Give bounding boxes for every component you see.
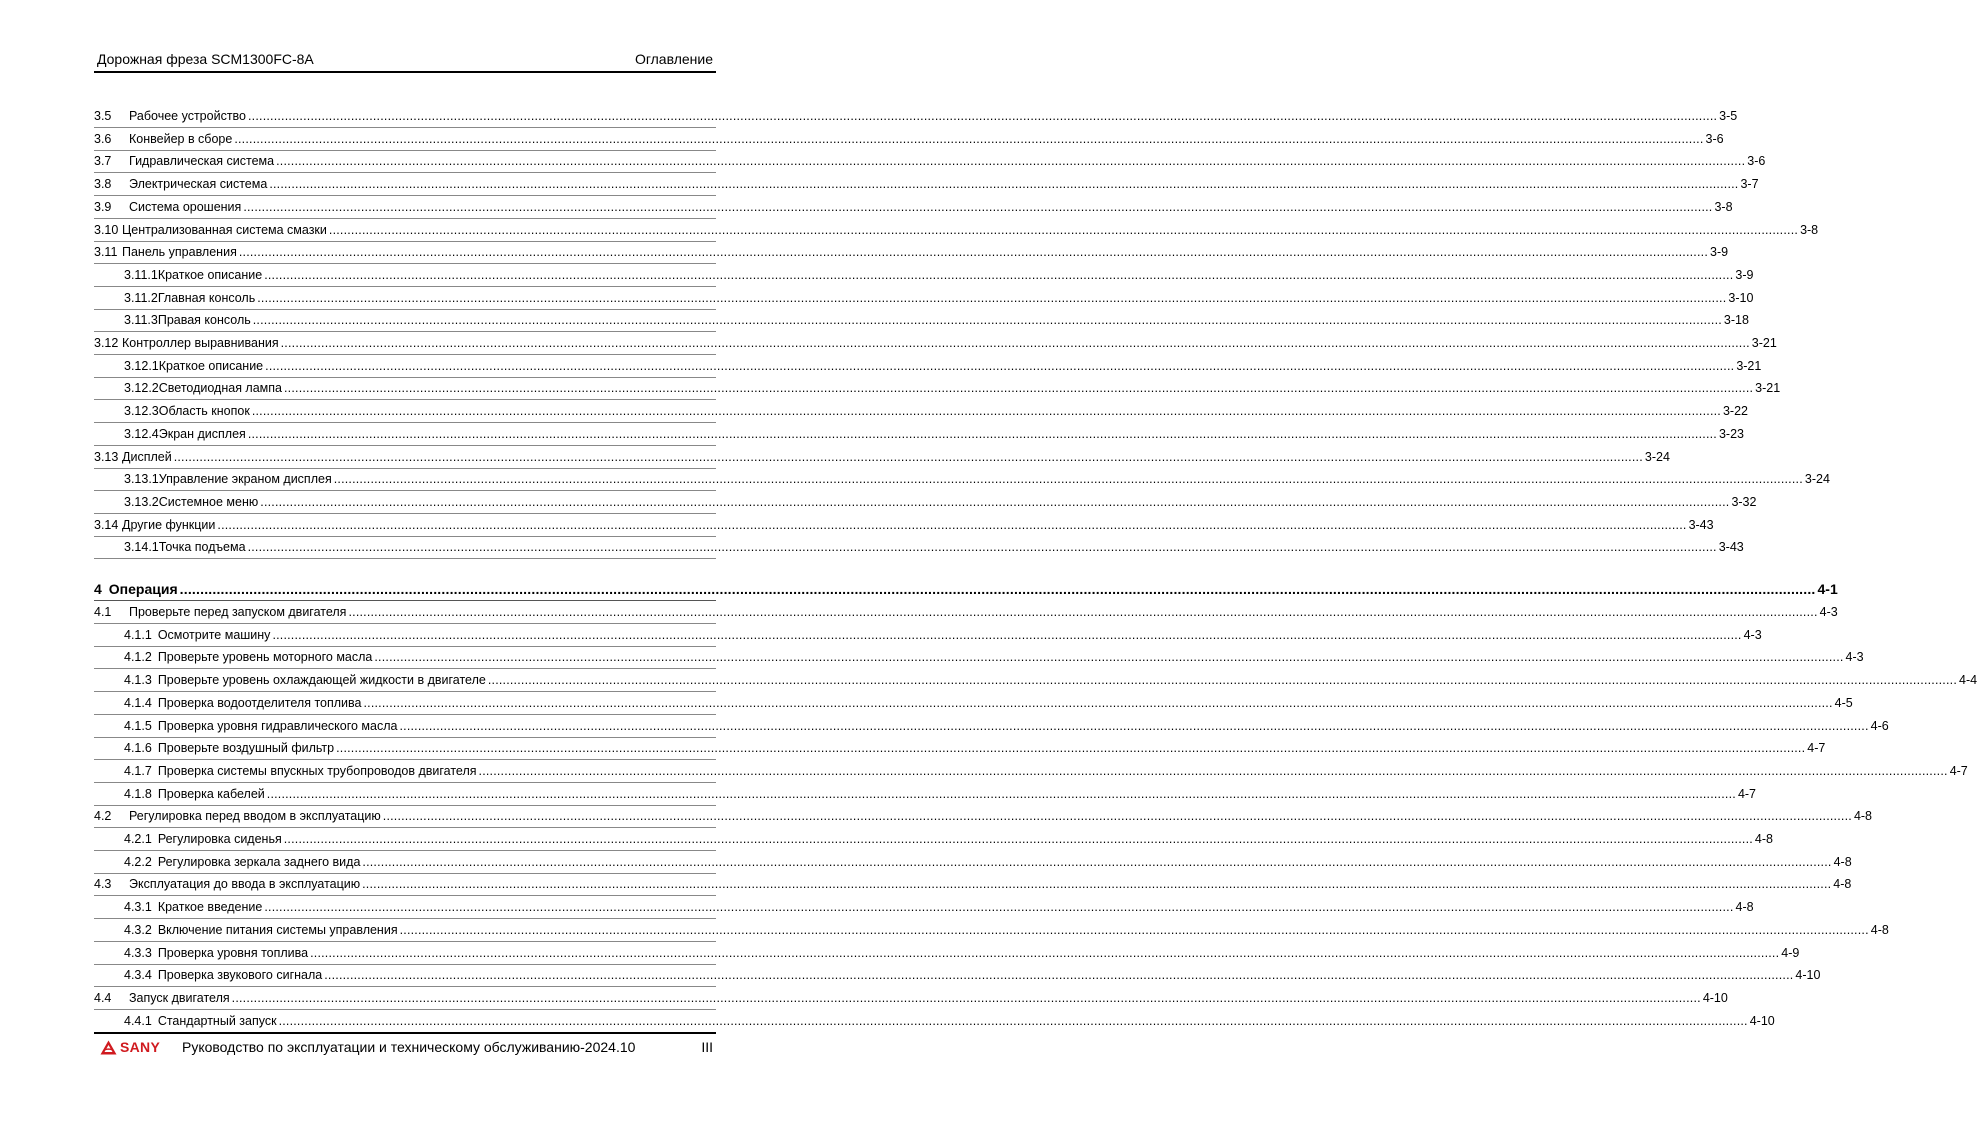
toc-entry-title: Регулировка зеркала заднего вида <box>157 854 361 869</box>
toc-entry[interactable] <box>94 128 1724 151</box>
toc-entry[interactable] <box>94 669 1977 692</box>
toc-dot-leader: ................................................................................................................................................................................................................................................................................................................................................................................................................ <box>238 245 1709 260</box>
toc-entry[interactable] <box>94 355 1762 378</box>
toc-dot-leader: ................................................................................................................................................................................................................................................................................................................................................................................................................ <box>278 1013 1748 1028</box>
toc-dot-leader: ................................................................................................................................................................................................................................................................................................................................................................................................................ <box>243 199 1713 214</box>
toc-dot-leader: ................................................................................................................................................................................................................................................................................................................................................................................................................ <box>324 968 1794 983</box>
toc-entry[interactable] <box>94 987 1728 1010</box>
toc-entry-page: 3-5 <box>1719 109 1738 123</box>
toc-entry-page: 3-6 <box>1705 131 1724 146</box>
toc-entry-number: 4.3 <box>94 877 112 892</box>
toc-entry-title: Операция <box>108 581 178 597</box>
toc-dot-leader: ................................................................................................................................................................................................................................................................................................................................................................................................................ <box>478 763 1948 778</box>
running-header-title: Дорожная фреза SCM1300FC-8A <box>97 51 314 67</box>
toc-entry[interactable] <box>94 446 1670 469</box>
toc-entry-page: 4-8 <box>1833 854 1852 869</box>
toc-entry-title: Электрическая система <box>129 177 268 192</box>
toc-entry-title: Централизованная система смазки <box>122 222 327 237</box>
toc-entry-title: Система орошения <box>129 199 242 214</box>
toc-entry[interactable] <box>94 332 1777 355</box>
toc-dot-leader: ................................................................................................................................................................................................................................................................................................................................................................................................................ <box>272 627 1742 642</box>
toc-entry-number: 3.13.1 <box>124 472 159 487</box>
header-divider <box>94 71 716 73</box>
toc-entry-page: 4-1 <box>1817 581 1838 597</box>
toc-entry-page: 3-24 <box>1644 449 1670 464</box>
toc-entry-page: 3-23 <box>1718 426 1745 441</box>
toc-entry-page: 4-3 <box>1845 650 1864 665</box>
toc-entry-title: Управление экраном дисплея <box>158 472 332 487</box>
toc-entry-number: 3.12.1 <box>124 358 159 373</box>
toc-entry-page: 4-8 <box>1735 900 1754 915</box>
toc-dot-leader: ................................................................................................................................................................................................................................................................................................................................................................................................................ <box>362 854 1832 869</box>
toc-dot-leader: ................................................................................................................................................................................................................................................................................................................................................................................................................ <box>234 131 1704 146</box>
toc-entry-number: 4.3.4 <box>124 968 152 983</box>
toc-dot-leader: ................................................................................................................................................................................................................................................................................................................................................................................................................ <box>257 290 1727 305</box>
toc-entry[interactable] <box>94 692 1853 715</box>
toc-dot-leader: ................................................................................................................................................................................................................................................................................................................................................................................................................ <box>179 581 1816 597</box>
toc-dot-leader: ................................................................................................................................................................................................................................................................................................................................................................................................................ <box>173 449 1643 464</box>
footer-manual-title: Руководство по эксплуатации и техническому обслуживанию-2024.10 <box>182 1039 636 1055</box>
running-header-section: Оглавление <box>634 51 713 67</box>
toc-entry[interactable] <box>94 400 1749 423</box>
toc-dot-leader: ................................................................................................................................................................................................................................................................................................................................................................................................................ <box>374 650 1844 665</box>
toc-dot-leader: ................................................................................................................................................................................................................................................................................................................................................................................................................ <box>284 381 1754 396</box>
toc-entry-title: Точка подъема <box>158 540 246 555</box>
toc-entry[interactable] <box>94 377 1781 400</box>
toc-entry-title: Светодиодная лампа <box>158 381 282 396</box>
toc-dot-leader: ................................................................................................................................................................................................................................................................................................................................................................................................................ <box>333 472 1803 487</box>
toc-entry-page: 4-3 <box>1743 627 1762 642</box>
toc-entry-number: 3.12.4 <box>124 426 159 441</box>
toc-dot-leader: ................................................................................................................................................................................................................................................................................................................................................................................................................ <box>264 267 1734 282</box>
toc-entry[interactable] <box>94 805 1873 828</box>
toc-entry-page: 4-8 <box>1833 877 1852 892</box>
toc-entry[interactable] <box>94 828 1773 851</box>
toc-entry-title: Гидравлическая система <box>129 154 275 169</box>
toc-entry[interactable] <box>94 491 1757 514</box>
toc-entry-title: Экран дисплея <box>158 426 246 441</box>
toc-entry[interactable] <box>94 873 1852 896</box>
toc-entry-page: 3-21 <box>1751 336 1777 350</box>
toc-entry-number: 4.2.1 <box>124 832 152 846</box>
toc-entry[interactable] <box>94 942 1800 965</box>
toc-entry-page: 3-8 <box>1714 199 1733 214</box>
toc-entry-title: Проверка уровня топлива <box>157 945 309 960</box>
toc-dot-leader: ................................................................................................................................................................................................................................................................................................................................................................................................................ <box>260 494 1730 509</box>
toc-entry-number: 4.4.1 <box>124 1013 152 1028</box>
toc-entry-page: 4-3 <box>1819 605 1838 619</box>
toc-entry-number: 4.1.2 <box>124 650 152 665</box>
toc-entry-page: 3-10 <box>1728 290 1754 305</box>
toc-entry-page: 3-43 <box>1718 540 1744 555</box>
toc-entry-number: 4.1.3 <box>124 673 152 688</box>
toc-entry[interactable] <box>94 964 1821 987</box>
toc-dot-leader: ................................................................................................................................................................................................................................................................................................................................................................................................................ <box>348 605 1818 619</box>
toc-entry-title: Область кнопок <box>158 404 250 419</box>
toc-entry-page: 3-21 <box>1755 381 1781 396</box>
toc-entry-page: 3-32 <box>1731 494 1757 509</box>
toc-entry-title: Краткое описание <box>157 267 263 282</box>
toc-entry-number: 3.14.1 <box>124 540 159 555</box>
toc-entry-title: Панель управления <box>122 245 237 260</box>
toc-entry[interactable] <box>94 468 1830 491</box>
toc-entry-title: Проверка водоотделителя топлива <box>157 695 362 710</box>
toc-entry-title: Другие функции <box>122 517 216 532</box>
toc-entry-page: 4-4 <box>1959 673 1977 688</box>
toc-entry-number: 4 <box>94 581 102 597</box>
toc-dot-leader: ................................................................................................................................................................................................................................................................................................................................................................................................................ <box>265 358 1735 373</box>
toc-entry-number: 4.3.3 <box>124 945 152 960</box>
toc-dot-leader: ................................................................................................................................................................................................................................................................................................................................................................................................................ <box>269 177 1739 192</box>
toc-entry-number: 3.11.3 <box>124 313 158 328</box>
toc-entry-number: 3.7 <box>94 154 112 169</box>
toc-dot-leader: ................................................................................................................................................................................................................................................................................................................................................................................................................ <box>328 222 1799 237</box>
toc-entry-title: Запуск двигателя <box>129 990 230 1005</box>
toc-entry-page: 3-6 <box>1747 154 1766 169</box>
toc-entry-title: Осмотрите машину <box>157 627 271 642</box>
toc-entry[interactable] <box>94 514 1714 537</box>
toc-entry-number: 3.14 <box>94 517 119 532</box>
toc-entry-title: Эксплуатация до ввода в эксплуатацию <box>129 877 361 892</box>
toc-entry-page: 4-10 <box>1702 990 1728 1005</box>
toc-entry-title: Краткое введение <box>157 900 263 915</box>
toc-entry-number: 4.1.7 <box>124 763 152 778</box>
toc-entry[interactable] <box>94 896 1754 919</box>
toc-entry-title: Проверьте уровень охлаждающей жидкости в двигателе <box>157 673 486 688</box>
toc-entry-number: 4.1.6 <box>124 741 152 756</box>
toc-entry-title: Включение питания системы управления <box>157 922 398 937</box>
toc-entry-title: Конвейер в сборе <box>129 131 233 146</box>
toc-entry-page: 4-10 <box>1795 968 1821 983</box>
toc-entry-title: Регулировка перед вводом в эксплуатацию <box>129 809 381 824</box>
toc-entry-number: 4.1.8 <box>124 786 152 801</box>
toc-entry-page: 4-7 <box>1949 763 1968 778</box>
toc-entry[interactable] <box>94 287 1754 310</box>
toc-entry-title: Регулировка сиденья <box>157 832 282 846</box>
toc-entry-number: 3.8 <box>94 177 112 192</box>
toc-dot-leader: ................................................................................................................................................................................................................................................................................................................................................................................................................ <box>251 404 1721 419</box>
toc-entry-page: 4-8 <box>1853 809 1873 824</box>
toc-entry-title: Рабочее устройство <box>129 109 246 123</box>
toc-dot-leader: ................................................................................................................................................................................................................................................................................................................................................................................................................ <box>266 786 1736 801</box>
toc-entry-title: Проверьте перед запуском двигателя <box>129 605 347 619</box>
toc-dot-leader: ................................................................................................................................................................................................................................................................................................................................................................................................................ <box>280 336 1750 350</box>
toc-entry[interactable] <box>94 536 1744 559</box>
toc-entry-title: Контроллер выравнивания <box>122 336 279 350</box>
toc-entry-page: 3-9 <box>1735 267 1754 282</box>
toc-entry-page: 4-8 <box>1870 922 1889 937</box>
toc-entry-title: Системное меню <box>158 494 259 509</box>
toc-entry[interactable] <box>94 264 1754 287</box>
page-number: III <box>701 1039 713 1055</box>
toc-dot-leader: ................................................................................................................................................................................................................................................................................................................................................................................................................ <box>399 922 1869 937</box>
toc-entry-number: 3.12.3 <box>124 404 159 419</box>
toc-dot-leader: ................................................................................................................................................................................................................................................................................................................................................................................................................ <box>362 877 1832 892</box>
toc-entry-page: 4-7 <box>1737 786 1757 801</box>
toc-dot-leader: ................................................................................................................................................................................................................................................................................................................................................................................................................ <box>247 426 1717 441</box>
toc-entry-number: 3.12 <box>94 336 119 350</box>
toc-entry-number: 3.13 <box>94 449 119 464</box>
toc-dot-leader: ................................................................................................................................................................................................................................................................................................................................................................................................................ <box>399 718 1869 733</box>
toc-entry-number: 4.2.2 <box>124 854 152 869</box>
toc-dot-leader: ................................................................................................................................................................................................................................................................................................................................................................................................................ <box>336 741 1806 756</box>
toc-dot-leader: ................................................................................................................................................................................................................................................................................................................................................................................................................ <box>231 990 1701 1005</box>
toc-entry-number: 4.4 <box>94 990 112 1005</box>
toc-entry-number: 3.11.2 <box>124 290 158 305</box>
toc-dot-leader: ................................................................................................................................................................................................................................................................................................................................................................................................................ <box>310 945 1780 960</box>
toc-entry-number: 4.1.4 <box>124 695 152 710</box>
toc-entry-page: 4-10 <box>1749 1013 1775 1028</box>
toc-entry-title: Главная консоль <box>157 290 256 305</box>
toc-entry-number: 3.10 <box>94 222 119 237</box>
toc-entry-number: 3.11 <box>94 245 118 260</box>
toc-entry[interactable] <box>94 150 1766 173</box>
toc-entry[interactable] <box>94 624 1762 647</box>
toc-entry-number: 3.5 <box>94 109 112 123</box>
sany-brand-text: SANY <box>120 1039 161 1055</box>
toc-dot-leader: ................................................................................................................................................................................................................................................................................................................................................................................................................ <box>382 809 1852 824</box>
toc-entry-page: 3-8 <box>1800 222 1819 237</box>
toc-entry-number: 3.12.2 <box>124 381 159 396</box>
toc-entry-title: Проверка звукового сигнала <box>157 968 323 983</box>
toc-entry-title: Проверка системы впускных трубопроводов двигателя <box>157 763 477 778</box>
toc-dot-leader: ................................................................................................................................................................................................................................................................................................................................................................................................................ <box>247 540 1717 555</box>
toc-entry[interactable] <box>94 760 1968 783</box>
toc-dot-leader: ................................................................................................................................................................................................................................................................................................................................................................................................................ <box>283 832 1753 846</box>
toc-entry[interactable] <box>94 646 1864 669</box>
toc-entry-title: Проверка кабелей <box>157 786 265 801</box>
toc-dot-leader: ................................................................................................................................................................................................................................................................................................................................................................................................................ <box>217 517 1687 532</box>
toc-entry-title: Дисплей <box>122 449 172 464</box>
toc-entry-number: 4.3.1 <box>124 900 152 915</box>
toc-entry-number: 3.13.2 <box>124 494 159 509</box>
toc-entry[interactable] <box>94 601 1838 624</box>
toc-entry-page: 3-18 <box>1723 313 1749 328</box>
toc-dot-leader: ................................................................................................................................................................................................................................................................................................................................................................................................................ <box>276 154 1746 169</box>
toc-entry[interactable] <box>94 241 1729 264</box>
toc-entry-page: 4-5 <box>1834 695 1853 710</box>
toc-entry-title: Проверьте воздушный фильтр <box>157 741 335 756</box>
toc-entry-number: 3.9 <box>94 199 112 214</box>
toc-entry-page: 3-21 <box>1736 358 1762 373</box>
toc-entry[interactable] <box>94 309 1749 332</box>
toc-entry-page: 3-9 <box>1710 245 1729 260</box>
toc-entry-page: 4-6 <box>1870 718 1889 733</box>
toc-entry-number: 4.3.2 <box>124 922 152 937</box>
toc-entry-number: 4.1.5 <box>124 718 152 733</box>
toc-entry-title: Правая консоль <box>157 313 251 328</box>
toc-entry[interactable] <box>94 737 1826 760</box>
toc-entry-page: 4-8 <box>1754 832 1773 846</box>
toc-dot-leader: ................................................................................................................................................................................................................................................................................................................................................................................................................ <box>363 695 1833 710</box>
toc-entry-page: 3-43 <box>1688 517 1714 532</box>
toc-entry-page: 3-7 <box>1740 177 1759 192</box>
toc-entry-number: 4.2 <box>94 809 112 824</box>
footer-divider <box>94 1032 716 1034</box>
toc-entry[interactable] <box>94 919 1889 942</box>
toc-entry-title: Стандартный запуск <box>157 1013 277 1028</box>
toc-dot-leader: ................................................................................................................................................................................................................................................................................................................................................................................................................ <box>264 900 1734 915</box>
toc-entry[interactable] <box>94 219 1819 242</box>
toc-entry[interactable] <box>94 105 1738 128</box>
toc-entry-number: 3.11.1 <box>124 267 158 282</box>
toc-entry[interactable] <box>94 851 1852 874</box>
toc-entry-title: Проверка уровня гидравлического масла <box>157 718 398 733</box>
toc-dot-leader: ................................................................................................................................................................................................................................................................................................................................................................................................................ <box>252 313 1722 328</box>
toc-dot-leader: ................................................................................................................................................................................................................................................................................................................................................................................................................ <box>248 109 1718 123</box>
sany-logo-icon <box>100 1040 117 1055</box>
toc-entry-number: 4.1.1 <box>124 627 152 642</box>
toc-entry[interactable] <box>94 1010 1775 1033</box>
toc-entry-page: 4-9 <box>1781 945 1800 960</box>
toc-entry[interactable] <box>94 173 1759 196</box>
toc-entry-page: 3-22 <box>1722 404 1749 419</box>
toc-dot-leader: ................................................................................................................................................................................................................................................................................................................................................................................................................ <box>487 673 1958 688</box>
toc-entry[interactable] <box>94 575 1838 601</box>
toc-entry-number: 4.1 <box>94 605 112 619</box>
toc-entry[interactable] <box>94 783 1757 806</box>
toc-entry-page: 3-24 <box>1804 472 1830 487</box>
toc-entry-title: Проверьте уровень моторного масла <box>157 650 373 665</box>
toc-entry[interactable] <box>94 715 1889 738</box>
toc-entry-title: Краткое описание <box>158 358 264 373</box>
toc-entry[interactable] <box>94 423 1745 446</box>
toc-entry-page: 4-7 <box>1807 741 1826 756</box>
toc-entry-number: 3.6 <box>94 131 112 146</box>
toc-entry[interactable] <box>94 196 1733 219</box>
sany-logo <box>100 1039 160 1055</box>
